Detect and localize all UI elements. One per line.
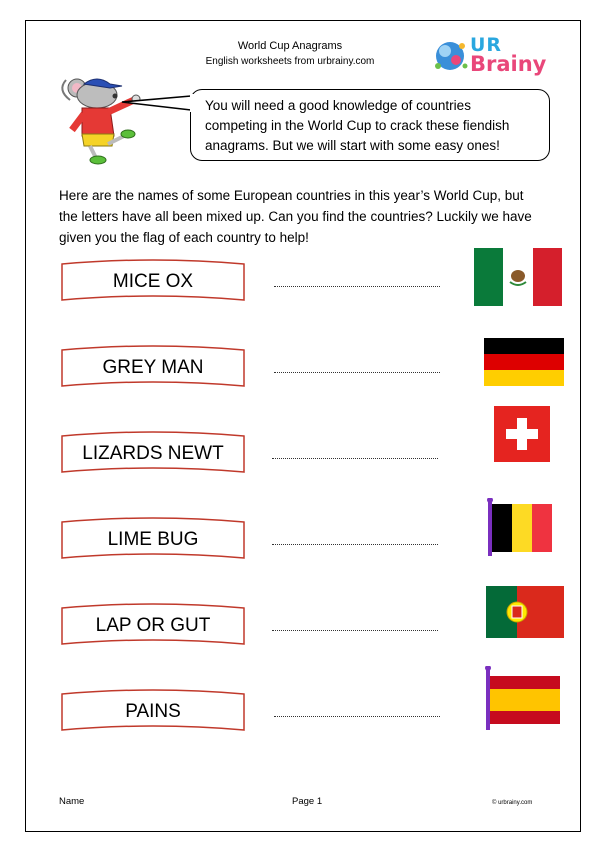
anagram-text: LIZARDS NEWT bbox=[82, 443, 224, 464]
answer-line[interactable] bbox=[274, 370, 440, 373]
answer-line[interactable] bbox=[274, 284, 440, 287]
answer-line[interactable] bbox=[272, 628, 438, 631]
portugal-flag bbox=[486, 586, 564, 638]
anagram-text: LIME BUG bbox=[107, 529, 199, 550]
belgium-flag bbox=[486, 498, 558, 556]
logo-text-brainy: Brainy bbox=[470, 52, 547, 76]
instructions-line: given you the flag of each country to help! bbox=[59, 230, 309, 245]
worksheet-subtitle: English worksheets from urbrainy.com bbox=[205, 56, 375, 67]
switzerland-flag bbox=[494, 406, 550, 462]
germany-flag bbox=[484, 338, 564, 386]
anagram-text: GREY MAN bbox=[102, 357, 204, 378]
anagram-text: PAINS bbox=[125, 701, 181, 722]
urbrainy-logo bbox=[432, 32, 552, 78]
speech-bubble-tail bbox=[120, 92, 196, 116]
mouse-mascot-illustration bbox=[52, 70, 192, 170]
copyright-notice: © urbrainy.com bbox=[492, 800, 533, 806]
spain-flag bbox=[484, 666, 562, 730]
speech-line: anagrams. But we will start with some easy ones! bbox=[205, 138, 500, 153]
answer-line[interactable] bbox=[274, 714, 440, 717]
mexico-flag bbox=[474, 248, 562, 306]
name-label: Name bbox=[59, 796, 85, 807]
answer-line[interactable] bbox=[272, 542, 438, 545]
anagram-text: MICE OX bbox=[112, 271, 194, 292]
globe-icon bbox=[432, 36, 472, 76]
instructions-line: Here are the names of some European countries in this year’s World Cup, but bbox=[59, 188, 524, 203]
answer-line[interactable] bbox=[272, 456, 438, 459]
speech-line: You will need a good knowledge of countries bbox=[205, 98, 471, 113]
speech-bubble-text bbox=[205, 96, 545, 156]
speech-line: competing in the World Cup to crack these fiendish bbox=[205, 118, 510, 133]
logo-text-ur: UR bbox=[470, 34, 503, 56]
anagram-text: LAP OR GUT bbox=[95, 615, 211, 636]
page-number: Page 1 bbox=[292, 796, 323, 807]
worksheet-title: World Cup Anagrams bbox=[237, 40, 343, 52]
instructions-paragraph bbox=[59, 185, 559, 248]
instructions-line: the letters have all been mixed up. Can you find the countries? Luckily we have bbox=[59, 209, 532, 224]
